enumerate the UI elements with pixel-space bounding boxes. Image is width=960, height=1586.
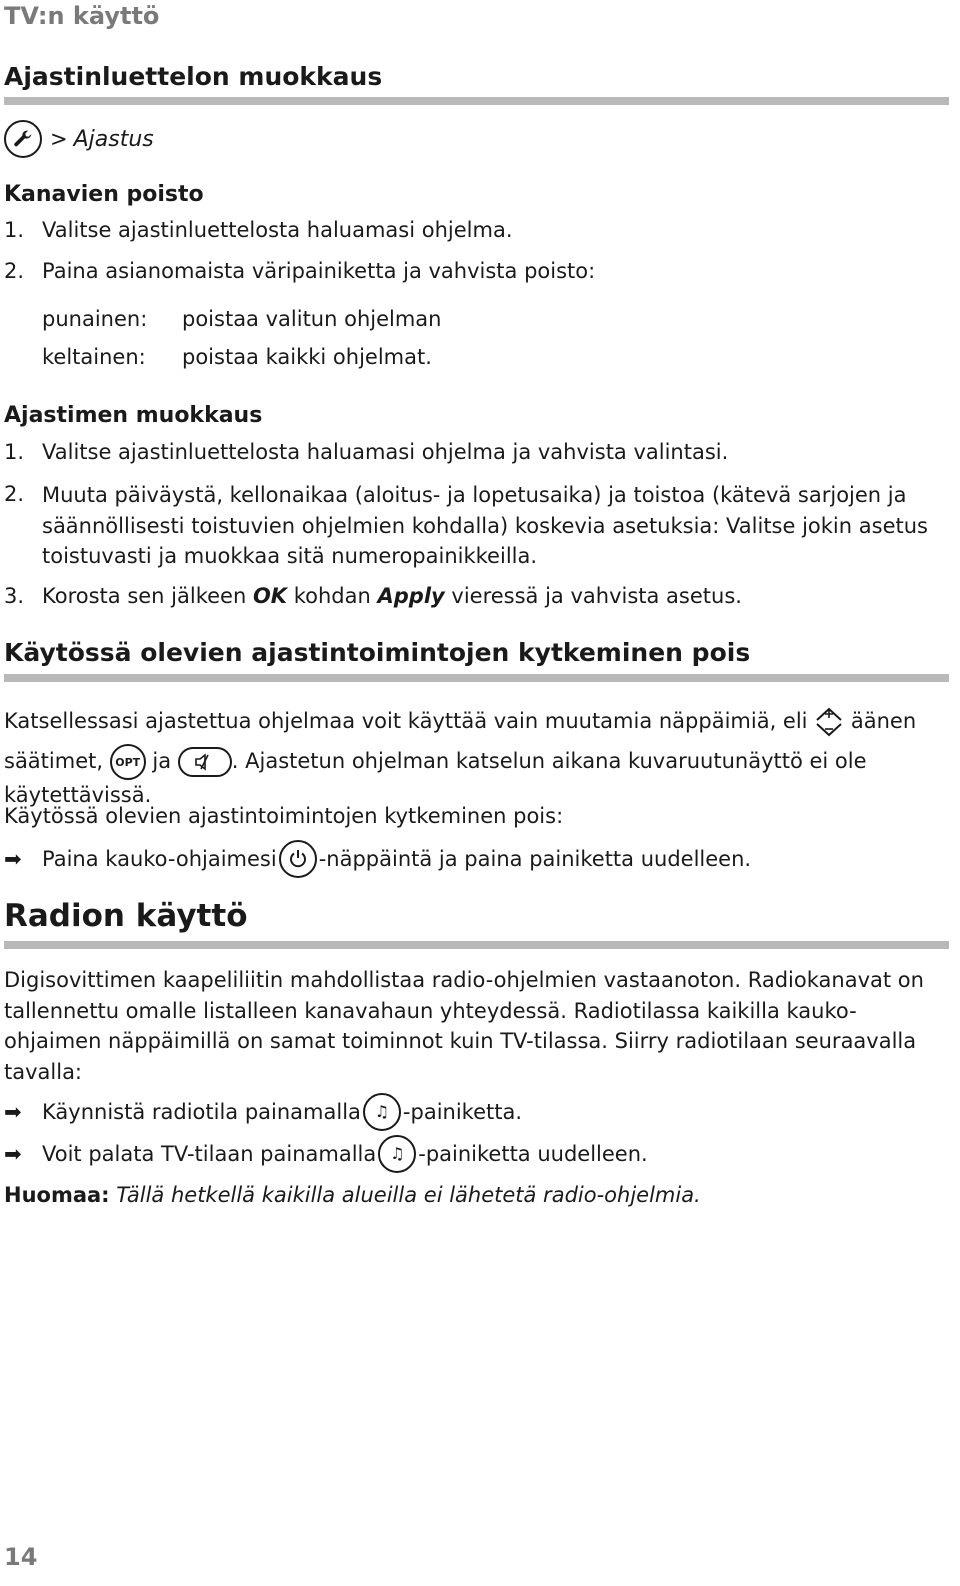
list-number: 2. (4, 259, 25, 283)
bullet-text: Voit palata TV-tilaan painamalla (42, 1142, 377, 1166)
bullet-item (4, 1135, 648, 1173)
arrow-icon: ➡ (4, 1142, 22, 1166)
list-text: Korosta sen jälkeen (42, 584, 253, 608)
section-title-timer-list: Ajastinluettelon muokkaus (4, 62, 383, 91)
note-label: Huomaa: (4, 1183, 110, 1207)
opt-button-icon (110, 744, 146, 780)
menu-label-ajastus: Ajastus (73, 126, 154, 152)
color-value: poistaa kaikki ohjelmat. (182, 345, 432, 369)
ok-label: OK (252, 584, 288, 608)
paragraph-text: . Ajastetun ohjelman katselun aikana kuvaruutunäyttö ei ole käytettävissä. (4, 749, 867, 807)
paragraph-text: ja (145, 749, 178, 773)
list-item (4, 440, 728, 464)
list-text: Muuta päiväystä, kellonaikaa (aloitus- ja lopetusaika) ja toistoa (kätevä sarjojen ja säännöllisesti toistuvien ohjelmien kohdalla) koskevia asetuksia: Valitse jokin asetus toistuvasti ja muokkaa sitä numeropainikkeilla. (42, 483, 928, 568)
volume-icon (814, 700, 844, 744)
bullet-item (4, 840, 751, 878)
list-number: 1. (4, 440, 25, 464)
menu-separator: > (50, 127, 68, 151)
note-text: Tällä hetkellä kaikilla alueilla ei lähetetä radio-ohjelmia. (109, 1183, 701, 1207)
wrench-icon (4, 120, 42, 158)
radio-paragraph: Digisovittimen kaapeliliitin mahdollistaa radio-ohjelmien vastaanoton. Radiokanavat on tallennettu omalle listalleen kanavahaun yhteydessä. Radiotilassa kaikilla kauko-ohjaimen näppäimillä on samat toiminnot kuin TV-tilassa. Siirry radiotilaan seuraavalla tavalla: (4, 968, 924, 1084)
section-rule (4, 941, 949, 949)
list-number: 2. (4, 482, 25, 506)
paragraph-text: Katsellessasi ajastettua ohjelmaa voit käyttää vain muutamia näppäimiä, eli (4, 709, 815, 733)
list-text: Paina asianomaista väripainiketta ja vahvista poisto: (42, 259, 596, 283)
list-text: Valitse ajastinluettelosta haluamasi ohjelma ja vahvista valintasi. (42, 440, 729, 464)
section-rule (4, 97, 949, 105)
color-row (42, 307, 441, 331)
note (4, 1183, 701, 1207)
color-row (42, 345, 432, 369)
music-note-icon: ♫ (378, 1135, 416, 1173)
bullet-text: -painiketta uudelleen. (418, 1142, 648, 1166)
page-header: TV:n käyttö (4, 2, 160, 30)
arrow-icon: ➡ (4, 1100, 22, 1124)
bullet-text: -painiketta. (402, 1100, 523, 1124)
power-icon (279, 840, 317, 878)
mute-icon (178, 747, 232, 777)
section-title-radio: Radion käyttö (4, 898, 248, 934)
subsection-title-edit: Ajastimen muokkaus (4, 403, 263, 428)
menu-path (4, 120, 154, 158)
bullet-text: -näppäintä ja paina painiketta uudelleen. (318, 847, 752, 871)
arrow-icon: ➡ (4, 847, 22, 871)
color-key: punainen: (42, 307, 148, 331)
list-text: vieressä ja vahvista asetus. (444, 584, 742, 608)
paragraph-text: äänen säätimet, (4, 709, 917, 773)
bullet-text: Käynnistä radiotila painamalla (42, 1100, 361, 1124)
opt-label: OPT (115, 755, 141, 769)
list-number: 3. (4, 584, 25, 608)
list-text: Valitse ajastinluettelosta haluamasi ohjelma. (42, 218, 513, 242)
timer-paragraph (4, 700, 949, 811)
page-number: 14 (4, 1543, 38, 1571)
timer-off-intro: Käytössä olevien ajastintoimintojen kytkeminen pois: (4, 804, 564, 828)
apply-label: Apply (377, 584, 445, 608)
music-note-icon: ♫ (363, 1093, 401, 1131)
list-text: kohdan (287, 584, 378, 608)
subsection-title-delete: Kanavien poisto (4, 182, 204, 207)
section-rule (4, 674, 949, 682)
list-item (4, 584, 742, 608)
section-title-timer-off: Käytössä olevien ajastintoimintojen kytkeminen pois (4, 638, 751, 667)
list-number: 1. (4, 218, 25, 242)
color-key: keltainen: (42, 345, 146, 369)
list-item (4, 218, 513, 242)
list-item (4, 259, 595, 283)
color-value: poistaa valitun ohjelman (182, 307, 442, 331)
bullet-item (4, 1093, 522, 1131)
bullet-text: Paina kauko-ohjaimesi (42, 847, 277, 871)
